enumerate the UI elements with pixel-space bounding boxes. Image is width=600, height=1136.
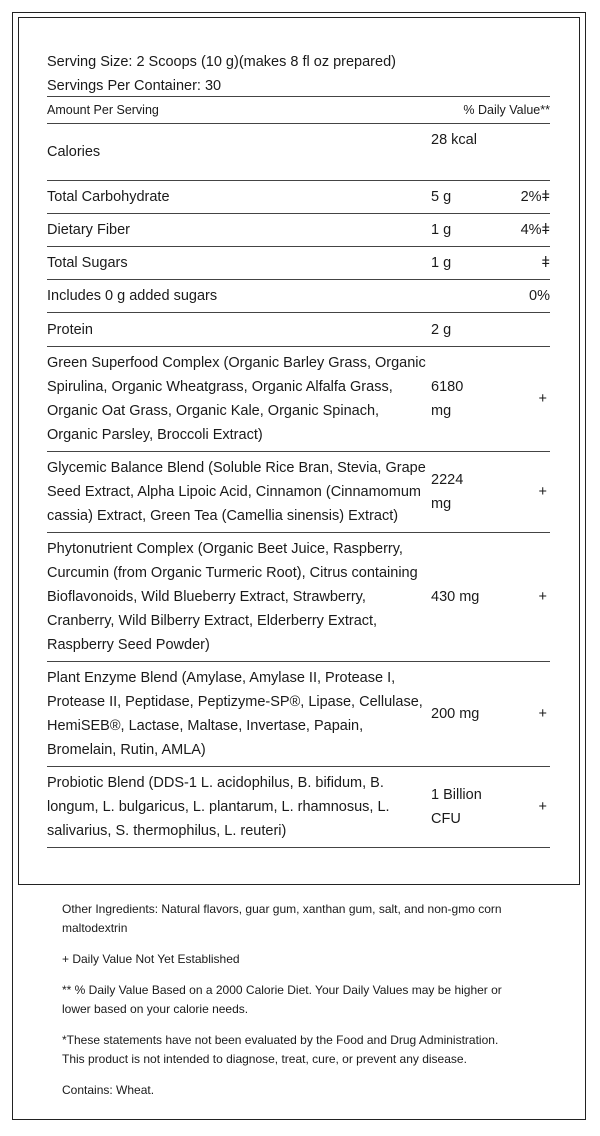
table-row [47,280,550,313]
nutrient-name: Calories [47,144,101,160]
nutrient-amount: 1 Billion CFU [431,787,482,827]
table-row [47,347,550,452]
nutrient-daily-value: + [538,484,547,500]
table-row [47,662,550,767]
nutrient-amount: 200 mg [431,706,480,722]
serving-size: Serving Size: 2 Scoops (10 g)(makes 8 fl oz prepared) [47,54,396,70]
nutrient-amount: 2224 mg [431,472,464,512]
nutrient-daily-value: 0% [529,288,550,304]
table-row [47,247,550,280]
label-footer [62,900,522,1112]
nutrient-daily-value: + [538,799,547,815]
table-row [47,767,550,848]
nutrient-name: Phytonutrient Complex (Organic Beet Juice, Raspberry, Curcumin (from Organic Turmeric Root), Citrus containing Bioflavonoids, Wild Blueberry Extract, Strawberry, Cranberry, Wild Bilberry Extract, Elderberry Extract, Raspberry Seed Powder) [47,541,418,653]
nutrient-name: Dietary Fiber [47,222,130,238]
nutrient-amount: 1 g [431,255,452,271]
nutrient-daily-value: + [538,706,547,722]
table-row [47,181,550,214]
nutrient-amount: 6180 mg [431,379,464,419]
nutrient-name: Green Superfood Complex (Organic Barley Grass, Organic Spirulina, Organic Wheatgrass, Organic Alfalfa Grass, Organic Oat Grass, Organic Kale, Organic Spinach, Organic Parsley, Broccoli Extract) [47,355,426,443]
nutrient-daily-value [511,313,550,346]
nutrient-daily-value: 2%ǂ [520,189,550,205]
nutrient-name: Protein [47,321,93,338]
nutrient-name: Includes 0 g added sugars [47,288,218,304]
nutrient-name: Plant Enzyme Blend (Amylase, Amylase II, Protease I, Protease II, Peptidase, Peptizyme-SP®, Lipase, Cellulase, HemiSEB®, Lactase, Maltase, Invertase, Papain, Bromelain, Rutin, AMLA) [47,670,423,758]
serving-info [47,50,549,98]
nutrient-amount: 28 kcal [431,132,477,148]
amount-per-serving-header: Amount Per Serving [47,103,159,117]
nutrient-daily-value: + [538,589,547,605]
nutrition-table [47,96,550,848]
table-row [47,533,550,662]
table-row [47,124,550,181]
table-row [47,452,550,533]
nutrient-name: Glycemic Balance Blend (Soluble Rice Bran, Stevia, Grape Seed Extract, Alpha Lipoic Acid, Cinnamon (Cinnamomum cassia) Extract, Green Tea (Camellia sinensis) Extract) [47,460,426,524]
nutrient-daily-value: + [538,391,547,407]
dv-not-established-note: + Daily Value Not Yet Established [62,952,240,966]
nutrient-daily-value: ǂ [541,255,550,271]
nutrient-amount: 5 g [431,189,452,205]
nutrient-daily-value: 4%ǂ [520,222,550,238]
nutrient-amount [431,280,511,312]
daily-value-note: ** % Daily Value Based on a 2000 Calorie Diet. Your Daily Values may be higher or lower based on your calorie needs. [62,983,502,1016]
table-row [47,214,550,247]
nutrient-amount: 430 mg [431,589,480,605]
fda-statement: *These statements have not been evaluated by the Food and Drug Administration. This product is not intended to diagnose, treat, cure, or prevent any disease. [62,1033,499,1066]
other-ingredients: Other Ingredients: Natural flavors, guar gum, xanthan gum, salt, and non-gmo corn maltodextrin [62,902,502,935]
daily-value-header: % Daily Value** [463,103,550,117]
table-header [47,97,550,124]
allergen-statement: Contains: Wheat. [62,1083,155,1097]
table-row [47,313,550,347]
nutrient-amount: 1 g [431,222,452,238]
nutrient-daily-value [491,124,550,180]
servings-per-container: Servings Per Container: 30 [47,78,222,94]
nutrient-name: Probiotic Blend (DDS-1 L. acidophilus, B. bifidum, B. longum, L. bulgaricus, L. plantarum, L. rhamnosus, L. salivarius, S. thermophilus, L. reuteri) [47,775,390,839]
nutrient-name: Total Carbohydrate [47,189,170,205]
nutrient-amount: 2 g [431,321,452,338]
nutrient-name: Total Sugars [47,255,128,271]
